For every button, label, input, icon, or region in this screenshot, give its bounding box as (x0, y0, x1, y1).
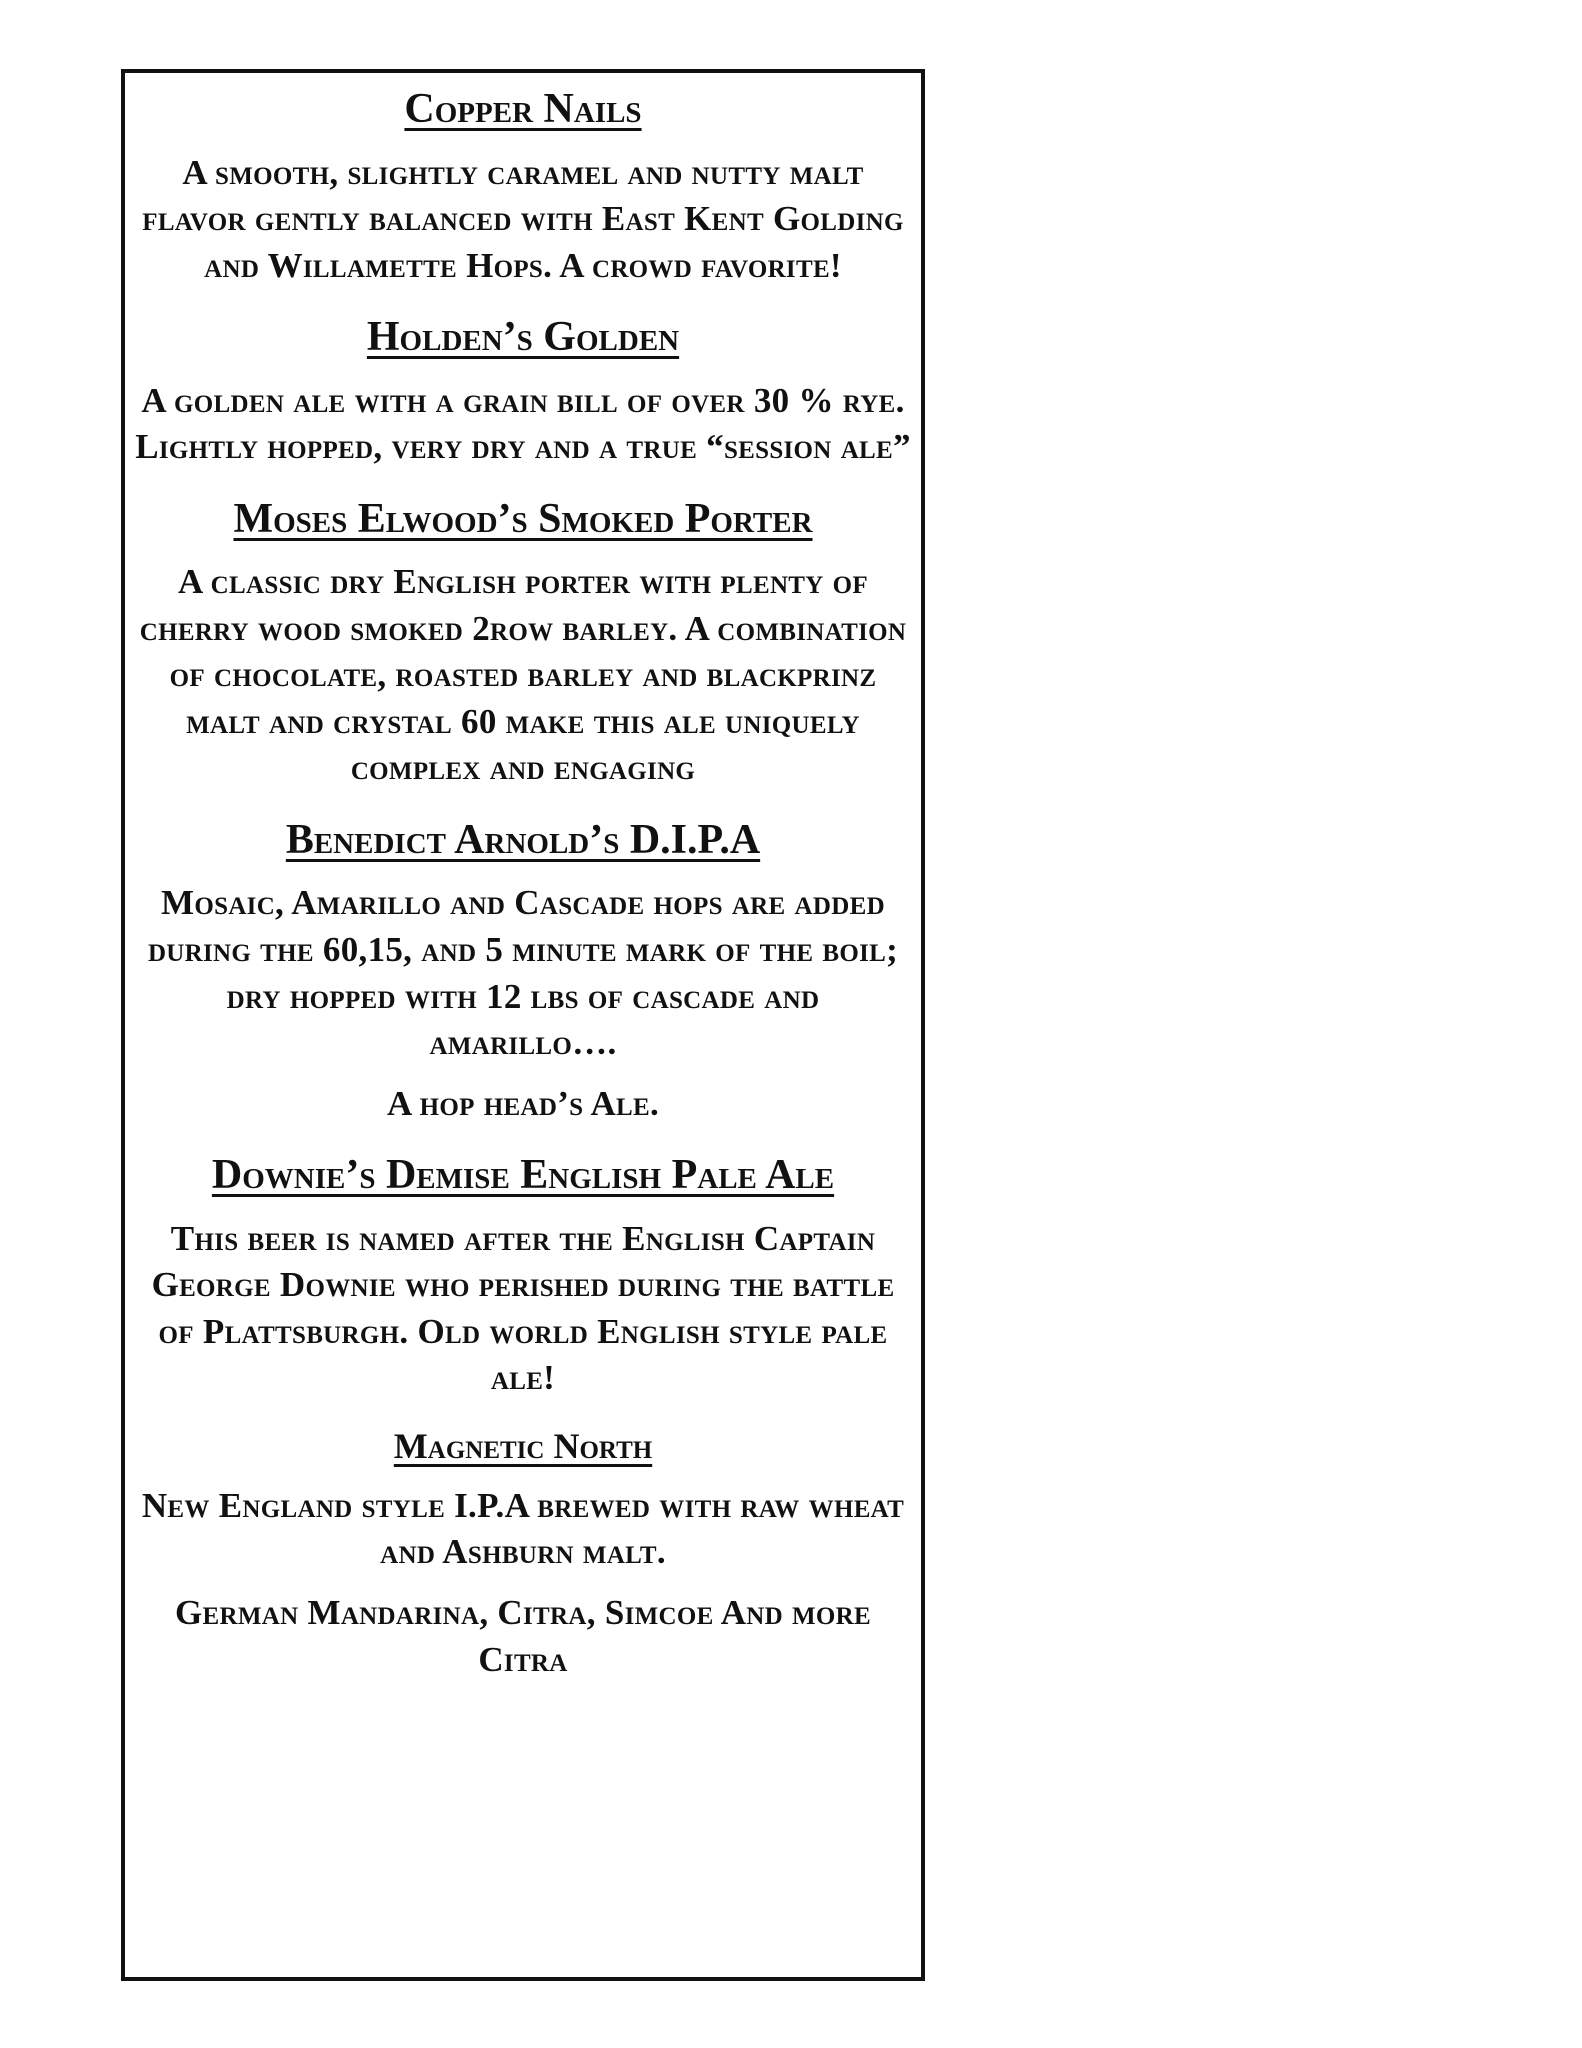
beer-menu-box (121, 69, 925, 1981)
beer-entry-downies-demise (135, 1149, 911, 1402)
beer-name: Moses Elwood’s Smoked Porter (233, 495, 813, 542)
beer-entry-holdens-golden (135, 311, 911, 471)
beer-description: A smooth, slightly caramel and nutty malt flavor gently balanced with East Kent Golding and Willamette Hops. A crowd favorite! (142, 152, 904, 285)
beer-name: Downie’s Demise English Pale Ale (211, 1152, 835, 1199)
beer-name: Benedict Arnold’s D.I.P.A (285, 816, 761, 863)
beer-description: A classic dry English porter with plenty of cherry wood smoked 2row barley. A combination of chocolate, roasted barley and blackprinz malt and crystal 60 make this ale uniquely complex and engaging (139, 562, 907, 788)
beer-entry-magnetic-north (135, 1424, 911, 1683)
beer-note: A hop head’s Ale. (386, 1083, 660, 1123)
beer-description: New England style I.P.A brewed with raw wheat and Ashburn malt. (141, 1485, 905, 1572)
beer-description: A golden ale with a grain bill of over 30 % rye. Lightly hopped, very dry and a true “session ale” (135, 380, 911, 467)
beer-entry-copper-nails (135, 83, 911, 289)
beer-entry-smoked-porter (135, 493, 911, 792)
beer-description: Mosaic, Amarillo and Cascade hops are added during the 60,15, and 5 minute mark of the boil; dry hopped with 12 lbs of cascade and amarillo…. (147, 883, 899, 1063)
beer-name: Holden’s Golden (366, 314, 680, 361)
beer-name: Magnetic North (393, 1425, 653, 1466)
beer-note: German Mandarina, Citra, Simcoe And more Citra (174, 1592, 872, 1679)
beer-entry-dipa (135, 814, 911, 1127)
beer-description: This beer is named after the English Captain George Downie who perished during the battle of Plattsburgh. Old world English style pale ale! (151, 1218, 895, 1398)
beer-name: Copper Nails (404, 86, 642, 132)
